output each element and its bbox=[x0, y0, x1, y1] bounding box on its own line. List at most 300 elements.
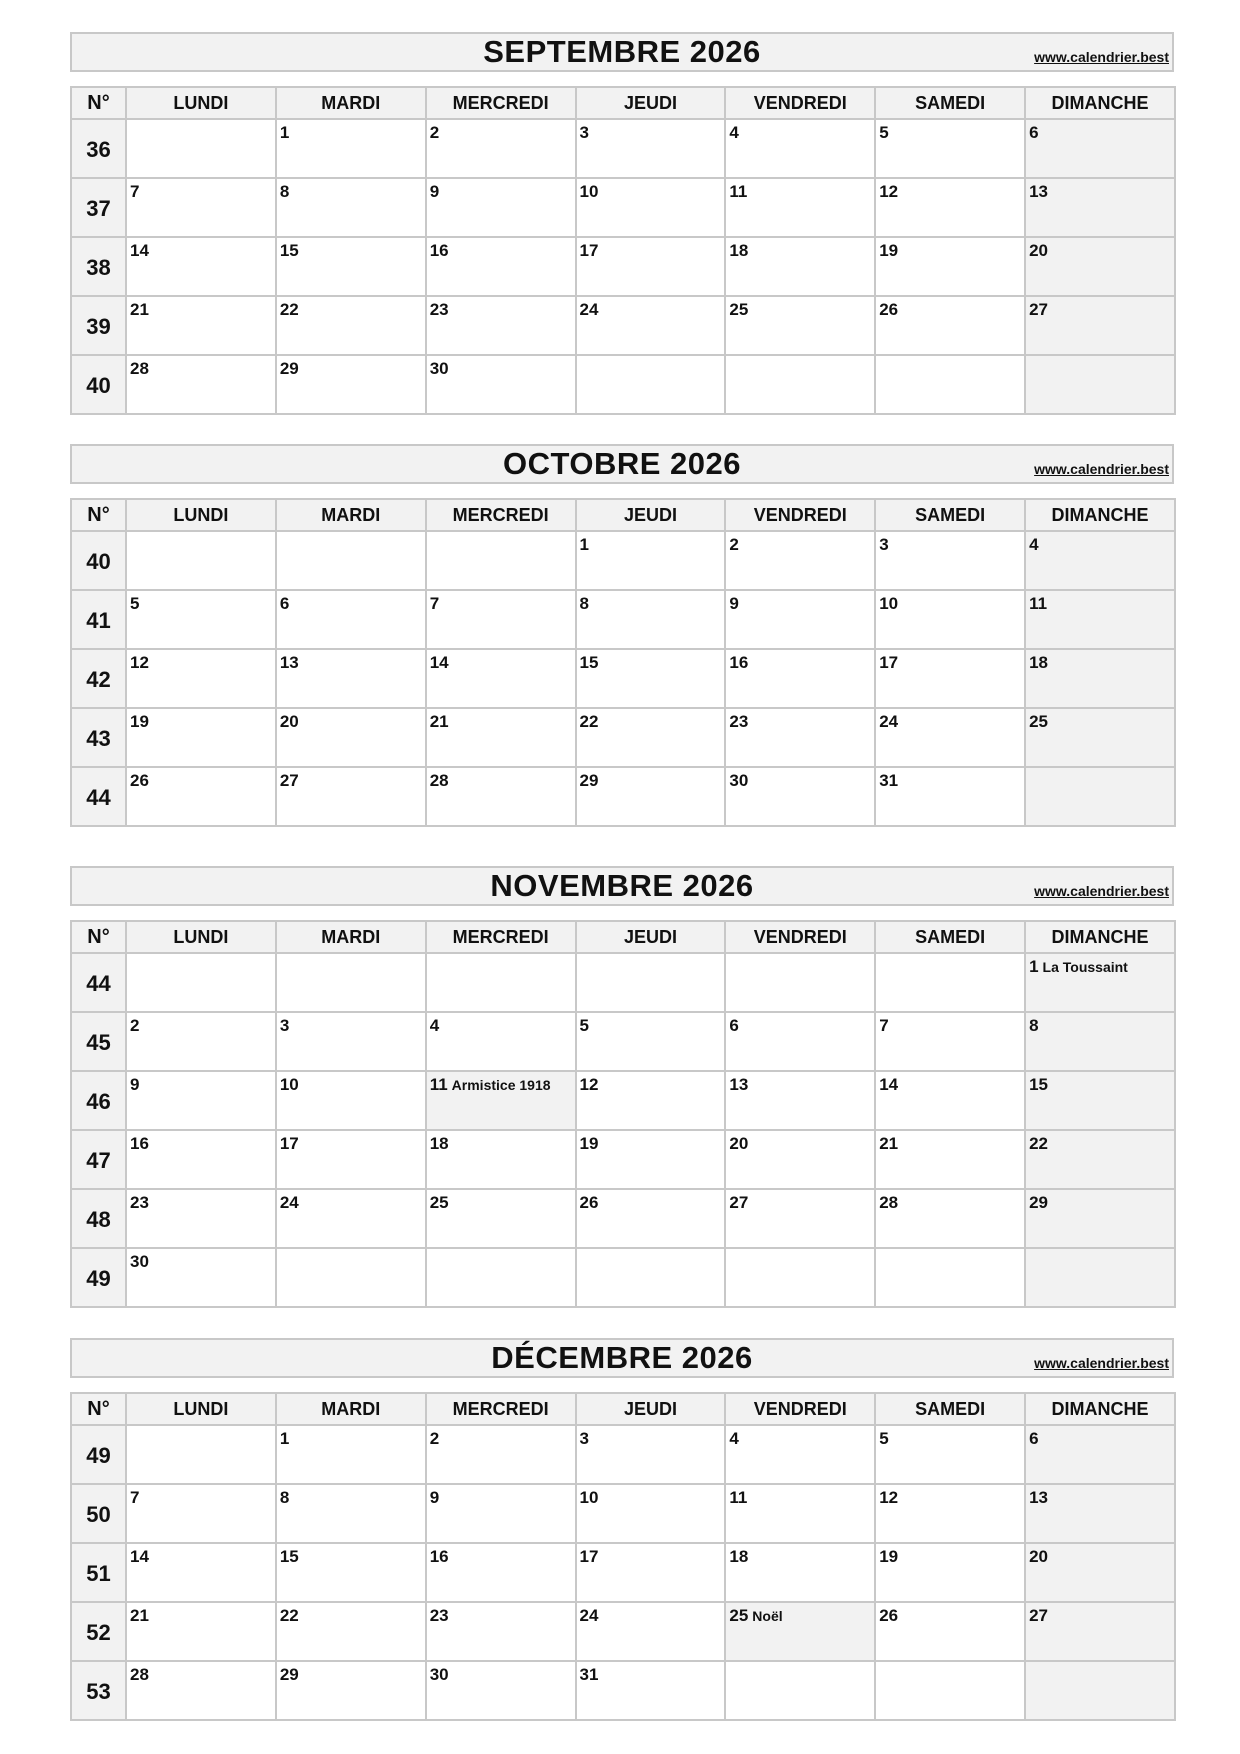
day-cell bbox=[1025, 1071, 1175, 1130]
day-number: 7 bbox=[130, 1488, 140, 1507]
day-cell bbox=[725, 1543, 875, 1602]
day-number: 4 bbox=[729, 123, 739, 142]
day-number: 8 bbox=[579, 594, 589, 613]
empty-day-cell bbox=[1025, 355, 1175, 414]
week-row bbox=[71, 953, 1175, 1012]
day-cell bbox=[725, 1189, 875, 1248]
week-number: 52 bbox=[71, 1602, 126, 1661]
day-number: 9 bbox=[130, 1075, 140, 1094]
day-number: 24 bbox=[579, 300, 599, 319]
day-number: 12 bbox=[579, 1075, 599, 1094]
empty-day-cell bbox=[426, 953, 576, 1012]
day-cell bbox=[276, 178, 426, 237]
site-link[interactable]: www.calendrier.best bbox=[1034, 461, 1169, 477]
week-number: 49 bbox=[71, 1248, 126, 1307]
day-cell bbox=[1025, 1130, 1175, 1189]
weekday-header-samedi: SAMEDI bbox=[875, 499, 1025, 531]
day-number: 9 bbox=[729, 594, 739, 613]
day-number: 14 bbox=[130, 1547, 149, 1566]
week-row bbox=[71, 237, 1175, 296]
week-number-header: N° bbox=[71, 1393, 126, 1425]
month-title: OCTOBRE 2026 bbox=[502, 446, 741, 481]
day-number: 26 bbox=[579, 1193, 599, 1212]
day-cell bbox=[426, 1484, 576, 1543]
week-number: 38 bbox=[71, 237, 126, 296]
week-number-header: N° bbox=[71, 87, 126, 119]
day-number: 10 bbox=[579, 1488, 599, 1507]
day-cell bbox=[725, 296, 875, 355]
day-cell bbox=[875, 1071, 1025, 1130]
day-number: 17 bbox=[279, 1134, 299, 1153]
day-cell bbox=[426, 590, 576, 649]
day-number: 23 bbox=[130, 1193, 149, 1212]
day-cell bbox=[576, 1012, 726, 1071]
day-number: 18 bbox=[429, 1134, 449, 1153]
week-number-header: N° bbox=[71, 499, 126, 531]
day-cell bbox=[875, 767, 1025, 826]
day-cell bbox=[725, 237, 875, 296]
day-number: 29 bbox=[279, 1665, 299, 1684]
day-number: 6 bbox=[279, 594, 290, 613]
day-cell bbox=[276, 1661, 426, 1720]
day-number: 12 bbox=[879, 1488, 899, 1507]
day-number: 12 bbox=[879, 182, 899, 201]
day-cell bbox=[875, 1130, 1025, 1189]
week-row bbox=[71, 1012, 1175, 1071]
day-cell bbox=[426, 1012, 576, 1071]
day-cell bbox=[126, 237, 276, 296]
day-number: 1 bbox=[1029, 957, 1039, 976]
month-title-bar bbox=[70, 866, 1174, 906]
day-cell bbox=[276, 767, 426, 826]
day-number: 4 bbox=[1029, 535, 1039, 554]
week-number: 49 bbox=[71, 1425, 126, 1484]
week-number: 53 bbox=[71, 1661, 126, 1720]
day-cell bbox=[276, 1012, 426, 1071]
site-link[interactable]: www.calendrier.best bbox=[1034, 883, 1169, 899]
day-number: 3 bbox=[579, 1429, 589, 1448]
day-cell bbox=[725, 178, 875, 237]
day-number: 5 bbox=[879, 1429, 889, 1448]
day-cell bbox=[875, 531, 1025, 590]
weekday-header-mardi: MARDI bbox=[276, 87, 426, 119]
day-cell bbox=[276, 1071, 426, 1130]
day-number: 23 bbox=[729, 712, 749, 731]
month-calendar bbox=[70, 1338, 1174, 1704]
weekday-header-mardi: MARDI bbox=[276, 499, 426, 531]
day-number: 10 bbox=[879, 594, 899, 613]
day-cell bbox=[1025, 237, 1175, 296]
day-number: 23 bbox=[429, 1606, 449, 1625]
week-number: 47 bbox=[71, 1130, 126, 1189]
day-number: 2 bbox=[429, 123, 440, 142]
day-number: 28 bbox=[130, 359, 149, 378]
day-number: 18 bbox=[729, 1547, 749, 1566]
week-row bbox=[71, 1071, 1175, 1130]
day-number: 1 bbox=[579, 535, 589, 554]
holiday-cell bbox=[725, 1602, 875, 1661]
day-number: 19 bbox=[579, 1134, 599, 1153]
day-cell bbox=[426, 355, 576, 414]
weekday-header-jeudi: JEUDI bbox=[576, 921, 726, 953]
day-number: 28 bbox=[879, 1193, 899, 1212]
day-number: 2 bbox=[130, 1016, 140, 1035]
empty-day-cell bbox=[126, 953, 276, 1012]
day-number: 16 bbox=[729, 653, 749, 672]
weekday-header-jeudi: JEUDI bbox=[576, 1393, 726, 1425]
weekday-header-samedi: SAMEDI bbox=[875, 87, 1025, 119]
day-number: 16 bbox=[130, 1134, 149, 1153]
day-cell bbox=[276, 708, 426, 767]
day-number: 22 bbox=[579, 712, 599, 731]
month-title: NOVEMBRE 2026 bbox=[490, 868, 754, 903]
day-cell bbox=[1025, 296, 1175, 355]
weekday-header-vendredi: VENDREDI bbox=[725, 1393, 875, 1425]
empty-day-cell bbox=[1025, 1248, 1175, 1307]
day-cell bbox=[126, 590, 276, 649]
day-number: 13 bbox=[729, 1075, 749, 1094]
day-cell bbox=[576, 296, 726, 355]
empty-day-cell bbox=[276, 953, 426, 1012]
day-number: 27 bbox=[1029, 1606, 1048, 1625]
site-link[interactable]: www.calendrier.best bbox=[1034, 49, 1169, 65]
week-row bbox=[71, 1248, 1175, 1307]
site-link[interactable]: www.calendrier.best bbox=[1034, 1355, 1169, 1371]
empty-day-cell bbox=[875, 355, 1025, 414]
day-number: 6 bbox=[1029, 123, 1039, 142]
week-row bbox=[71, 355, 1175, 414]
day-number: 25 bbox=[729, 300, 749, 319]
day-number: 5 bbox=[579, 1016, 589, 1035]
weekday-header-mercredi: MERCREDI bbox=[426, 921, 576, 953]
day-number: 20 bbox=[729, 1134, 749, 1153]
empty-day-cell bbox=[725, 355, 875, 414]
day-number: 13 bbox=[279, 653, 299, 672]
day-cell bbox=[576, 1189, 726, 1248]
day-number: 16 bbox=[429, 1547, 449, 1566]
weekday-header-row bbox=[71, 499, 1175, 531]
day-number: 27 bbox=[1029, 300, 1048, 319]
day-cell bbox=[1025, 590, 1175, 649]
day-number: 9 bbox=[429, 182, 440, 201]
day-cell bbox=[576, 649, 726, 708]
empty-day-cell bbox=[426, 531, 576, 590]
month-title-bar bbox=[70, 444, 1174, 484]
weekday-header-dimanche: DIMANCHE bbox=[1025, 1393, 1175, 1425]
empty-day-cell bbox=[126, 1425, 276, 1484]
week-row bbox=[71, 1484, 1175, 1543]
day-cell bbox=[576, 1602, 726, 1661]
day-number: 11 bbox=[729, 182, 748, 201]
week-row bbox=[71, 119, 1175, 178]
weekday-header-dimanche: DIMANCHE bbox=[1025, 921, 1175, 953]
week-number: 41 bbox=[71, 590, 126, 649]
day-number: 16 bbox=[429, 241, 449, 260]
day-cell bbox=[126, 1661, 276, 1720]
week-row bbox=[71, 296, 1175, 355]
week-number: 42 bbox=[71, 649, 126, 708]
week-row bbox=[71, 1425, 1175, 1484]
empty-day-cell bbox=[875, 1661, 1025, 1720]
day-cell bbox=[725, 1012, 875, 1071]
week-row bbox=[71, 590, 1175, 649]
weekday-header-jeudi: JEUDI bbox=[576, 499, 726, 531]
empty-day-cell bbox=[1025, 1661, 1175, 1720]
day-cell bbox=[126, 1130, 276, 1189]
day-number: 25 bbox=[429, 1193, 449, 1212]
empty-day-cell bbox=[725, 1661, 875, 1720]
day-cell bbox=[725, 1484, 875, 1543]
day-cell bbox=[1025, 1484, 1175, 1543]
weekday-header-vendredi: VENDREDI bbox=[725, 921, 875, 953]
week-number: 51 bbox=[71, 1543, 126, 1602]
weekday-header-lundi: LUNDI bbox=[126, 921, 276, 953]
month-title: SEPTEMBRE 2026 bbox=[483, 34, 761, 69]
day-number: 23 bbox=[429, 300, 449, 319]
day-cell bbox=[1025, 1543, 1175, 1602]
day-cell bbox=[276, 1602, 426, 1661]
day-number: 20 bbox=[1029, 1547, 1048, 1566]
day-number: 28 bbox=[130, 1665, 149, 1684]
day-number: 26 bbox=[879, 300, 899, 319]
weekday-header-mercredi: MERCREDI bbox=[426, 499, 576, 531]
day-cell bbox=[426, 649, 576, 708]
week-row bbox=[71, 1543, 1175, 1602]
day-number: 22 bbox=[1029, 1134, 1048, 1153]
weekday-header-row bbox=[71, 921, 1175, 953]
day-cell bbox=[725, 708, 875, 767]
day-cell bbox=[126, 178, 276, 237]
day-number: 24 bbox=[579, 1606, 599, 1625]
day-cell bbox=[426, 1130, 576, 1189]
day-cell bbox=[1025, 1602, 1175, 1661]
day-cell bbox=[126, 1484, 276, 1543]
empty-day-cell bbox=[725, 953, 875, 1012]
day-number: 7 bbox=[879, 1016, 889, 1035]
day-number: 4 bbox=[429, 1016, 440, 1035]
day-number: 25 bbox=[729, 1606, 749, 1625]
day-number: 11 bbox=[1029, 594, 1048, 613]
day-cell bbox=[276, 119, 426, 178]
week-row bbox=[71, 1130, 1175, 1189]
week-row bbox=[71, 649, 1175, 708]
day-number: 22 bbox=[279, 1606, 299, 1625]
day-cell bbox=[1025, 708, 1175, 767]
week-number: 37 bbox=[71, 178, 126, 237]
holiday-cell bbox=[1025, 953, 1175, 1012]
day-number: 6 bbox=[729, 1016, 739, 1035]
weekday-header-row bbox=[71, 87, 1175, 119]
day-number: 6 bbox=[1029, 1429, 1039, 1448]
day-number: 27 bbox=[729, 1193, 749, 1212]
weekday-header-mardi: MARDI bbox=[276, 1393, 426, 1425]
empty-day-cell bbox=[576, 1248, 726, 1307]
day-cell bbox=[276, 649, 426, 708]
day-number: 11 bbox=[429, 1075, 448, 1094]
week-number: 46 bbox=[71, 1071, 126, 1130]
day-number: 21 bbox=[429, 712, 449, 731]
weekday-header-vendredi: VENDREDI bbox=[725, 499, 875, 531]
day-cell bbox=[126, 1602, 276, 1661]
calendar-grid bbox=[70, 920, 1176, 1308]
empty-day-cell bbox=[725, 1248, 875, 1307]
day-cell bbox=[126, 355, 276, 414]
month-calendar bbox=[70, 866, 1174, 1291]
calendar-grid bbox=[70, 1392, 1176, 1721]
day-cell bbox=[576, 178, 726, 237]
day-cell bbox=[126, 1543, 276, 1602]
holiday-cell bbox=[426, 1071, 576, 1130]
day-number: 2 bbox=[729, 535, 739, 554]
day-cell bbox=[1025, 1189, 1175, 1248]
day-cell bbox=[426, 1602, 576, 1661]
day-cell bbox=[276, 237, 426, 296]
empty-day-cell bbox=[126, 531, 276, 590]
day-number: 19 bbox=[879, 1547, 899, 1566]
day-cell bbox=[426, 178, 576, 237]
day-number: 3 bbox=[879, 535, 889, 554]
empty-day-cell bbox=[875, 953, 1025, 1012]
weekday-header-mercredi: MERCREDI bbox=[426, 87, 576, 119]
day-number: 13 bbox=[1029, 182, 1048, 201]
empty-day-cell bbox=[875, 1248, 1025, 1307]
week-number: 44 bbox=[71, 953, 126, 1012]
day-cell bbox=[576, 1543, 726, 1602]
day-number: 17 bbox=[879, 653, 899, 672]
day-number: 15 bbox=[579, 653, 599, 672]
day-cell bbox=[126, 1248, 276, 1307]
day-cell bbox=[725, 590, 875, 649]
day-number: 29 bbox=[579, 771, 599, 790]
week-row bbox=[71, 1602, 1175, 1661]
day-number: 12 bbox=[130, 653, 149, 672]
month-calendar bbox=[70, 32, 1174, 398]
empty-day-cell bbox=[576, 953, 726, 1012]
month-calendar bbox=[70, 444, 1174, 810]
day-cell bbox=[725, 649, 875, 708]
day-number: 15 bbox=[279, 1547, 299, 1566]
day-cell bbox=[426, 767, 576, 826]
day-cell bbox=[126, 1189, 276, 1248]
day-cell bbox=[875, 1189, 1025, 1248]
month-title-bar bbox=[70, 32, 1174, 72]
day-cell bbox=[576, 1425, 726, 1484]
day-number: 5 bbox=[879, 123, 889, 142]
day-number: 8 bbox=[1029, 1016, 1039, 1035]
day-cell bbox=[576, 1130, 726, 1189]
day-cell bbox=[875, 237, 1025, 296]
week-number: 39 bbox=[71, 296, 126, 355]
day-number: 18 bbox=[729, 241, 749, 260]
day-number: 30 bbox=[130, 1252, 149, 1271]
week-number: 45 bbox=[71, 1012, 126, 1071]
weekday-header-row bbox=[71, 1393, 1175, 1425]
day-cell bbox=[126, 649, 276, 708]
day-number: 21 bbox=[130, 300, 149, 319]
day-cell bbox=[426, 1543, 576, 1602]
day-number: 9 bbox=[429, 1488, 440, 1507]
weekday-header-vendredi: VENDREDI bbox=[725, 87, 875, 119]
week-row bbox=[71, 767, 1175, 826]
day-cell bbox=[576, 708, 726, 767]
day-number: 31 bbox=[579, 1665, 599, 1684]
day-cell bbox=[426, 237, 576, 296]
day-cell bbox=[576, 767, 726, 826]
weekday-header-samedi: SAMEDI bbox=[875, 1393, 1025, 1425]
day-cell bbox=[576, 531, 726, 590]
day-number: 7 bbox=[429, 594, 440, 613]
day-cell bbox=[426, 1425, 576, 1484]
week-number: 40 bbox=[71, 355, 126, 414]
empty-day-cell bbox=[1025, 767, 1175, 826]
day-cell bbox=[276, 296, 426, 355]
day-number: 19 bbox=[130, 712, 149, 731]
empty-day-cell bbox=[126, 119, 276, 178]
day-number: 26 bbox=[130, 771, 149, 790]
day-number: 24 bbox=[279, 1193, 299, 1212]
day-number: 17 bbox=[579, 1547, 599, 1566]
day-cell bbox=[276, 590, 426, 649]
day-number: 8 bbox=[279, 1488, 290, 1507]
day-cell bbox=[126, 708, 276, 767]
day-number: 18 bbox=[1029, 653, 1048, 672]
empty-day-cell bbox=[276, 1248, 426, 1307]
weekday-header-lundi: LUNDI bbox=[126, 1393, 276, 1425]
day-number: 25 bbox=[1029, 712, 1048, 731]
week-row bbox=[71, 1189, 1175, 1248]
day-cell bbox=[875, 1012, 1025, 1071]
day-cell bbox=[875, 119, 1025, 178]
day-cell bbox=[1025, 1012, 1175, 1071]
day-number: 21 bbox=[130, 1606, 149, 1625]
day-number: 3 bbox=[279, 1016, 290, 1035]
day-number: 8 bbox=[279, 182, 290, 201]
day-number: 28 bbox=[429, 771, 449, 790]
day-cell bbox=[426, 1661, 576, 1720]
day-number: 20 bbox=[1029, 241, 1048, 260]
weekday-header-dimanche: DIMANCHE bbox=[1025, 499, 1175, 531]
day-cell bbox=[875, 178, 1025, 237]
week-number: 36 bbox=[71, 119, 126, 178]
day-cell bbox=[126, 1012, 276, 1071]
day-number: 26 bbox=[879, 1606, 899, 1625]
day-cell bbox=[1025, 1425, 1175, 1484]
week-row bbox=[71, 531, 1175, 590]
day-number: 1 bbox=[279, 123, 290, 142]
day-cell bbox=[875, 649, 1025, 708]
week-number: 43 bbox=[71, 708, 126, 767]
day-cell bbox=[875, 1543, 1025, 1602]
week-row bbox=[71, 1661, 1175, 1720]
day-number: 24 bbox=[879, 712, 899, 731]
day-cell bbox=[875, 1484, 1025, 1543]
day-number: 30 bbox=[429, 359, 449, 378]
day-number: 10 bbox=[579, 182, 599, 201]
day-number: 14 bbox=[879, 1075, 899, 1094]
day-cell bbox=[576, 1661, 726, 1720]
day-number: 22 bbox=[279, 300, 299, 319]
month-title-bar bbox=[70, 1338, 1174, 1378]
day-number: 29 bbox=[1029, 1193, 1048, 1212]
day-number: 14 bbox=[429, 653, 449, 672]
day-number: 17 bbox=[579, 241, 599, 260]
day-cell bbox=[875, 1425, 1025, 1484]
week-number: 48 bbox=[71, 1189, 126, 1248]
day-cell bbox=[725, 1071, 875, 1130]
week-number: 50 bbox=[71, 1484, 126, 1543]
day-number: 20 bbox=[279, 712, 299, 731]
empty-day-cell bbox=[576, 355, 726, 414]
